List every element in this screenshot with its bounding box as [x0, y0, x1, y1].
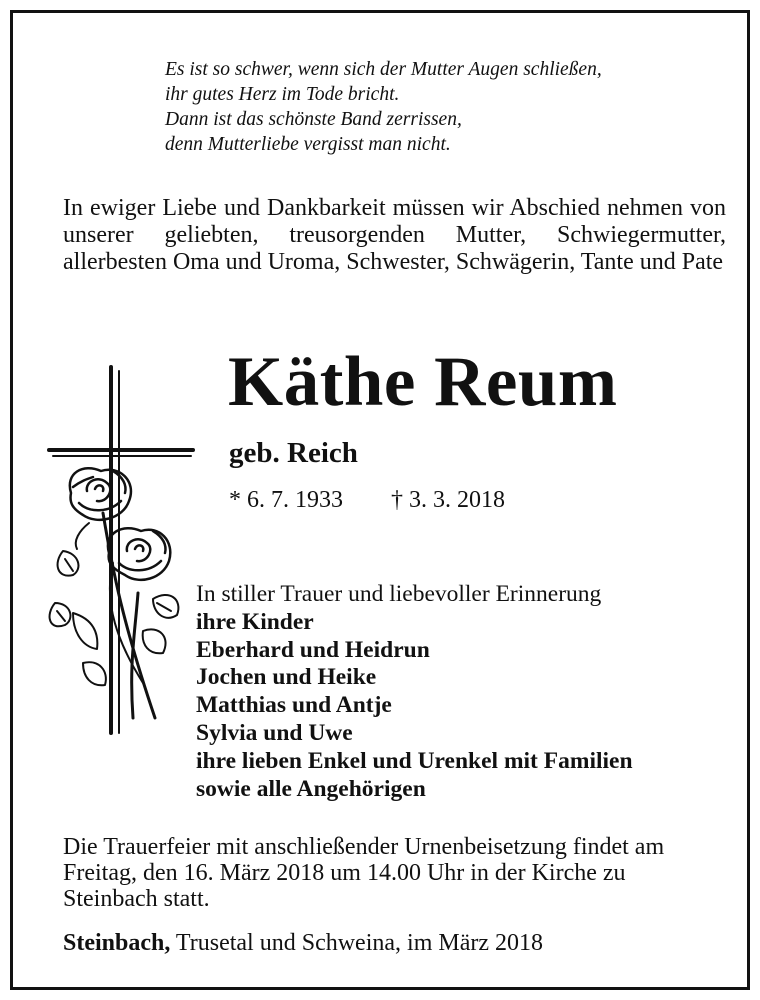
- mourner-line: Matthias und Antje: [196, 692, 392, 719]
- mourner-line: Jochen und Heike: [196, 664, 377, 691]
- poem-line: denn Mutterliebe vergisst man nicht.: [165, 134, 451, 155]
- intro-paragraph: In ewiger Liebe und Dankbarkeit müssen wir Abschied nehmen von unserer geliebten, treusorgenden Mutter, Schwiegermutter, allerbesten Oma und Uroma, Schwester, Schwägerin, Tante und Pate: [63, 195, 726, 275]
- mourner-line: ihre lieben Enkel und Urenkel mit Familien: [196, 747, 633, 774]
- life-dates: [229, 485, 505, 515]
- mourner-line: ihre Kinder: [196, 608, 314, 635]
- mourners-list: [196, 581, 736, 803]
- cross-with-roses-icon: [43, 363, 203, 748]
- obituary-frame: [10, 10, 750, 990]
- mourner-line: Sylvia und Uwe: [196, 719, 353, 746]
- service-announcement: Die Trauerfeier mit anschließender Urnenbeisetzung findet am Freitag, den 16. März 2018 um 14.00 Uhr in der Kirche zu Steinbach statt.: [63, 834, 665, 912]
- place-and-date: [63, 928, 543, 958]
- place-rest: Trusetal und Schweina, im März 2018: [170, 930, 543, 956]
- birth-name: geb. Reich: [229, 437, 358, 469]
- mourner-line: sowie alle Angehörigen: [196, 775, 426, 802]
- poem-verse: [165, 57, 755, 157]
- poem-line: ihr gutes Herz im Tode bricht.: [165, 84, 400, 105]
- poem-line: Es ist so schwer, wenn sich der Mutter Augen schließen,: [165, 59, 602, 80]
- place-town: Steinbach,: [63, 930, 171, 956]
- birth-date: * 6. 7. 1933: [229, 487, 343, 513]
- deceased-name: Käthe Reum: [228, 343, 618, 421]
- mourner-line: Eberhard und Heidrun: [196, 636, 430, 663]
- death-date: † 3. 3. 2018: [391, 487, 505, 513]
- mourners-lead: In stiller Trauer und liebevoller Erinnerung: [196, 581, 602, 607]
- poem-line: Dann ist das schönste Band zerrissen,: [165, 109, 462, 130]
